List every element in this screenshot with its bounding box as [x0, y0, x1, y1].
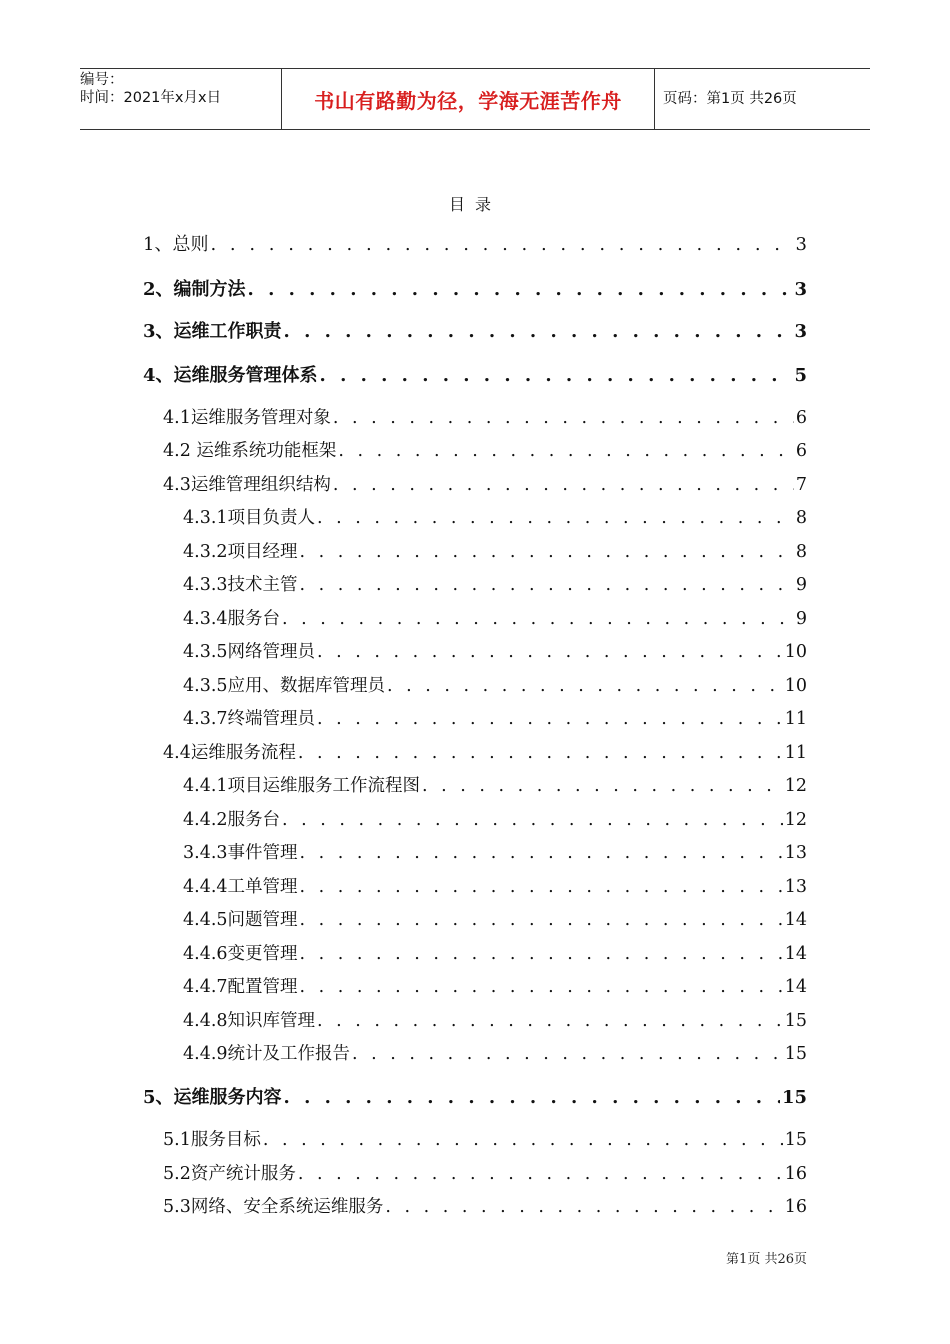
toc-entry[interactable] [143, 230, 807, 260]
toc-entry-label: 4.4.2服务台 [183, 810, 281, 830]
toc-entry[interactable] [183, 705, 807, 735]
toc-entry-page: 15 [784, 1011, 807, 1031]
document-number-label: 编号： [80, 72, 124, 88]
toc-entry-page: 6 [795, 408, 807, 428]
toc-entry[interactable] [183, 1040, 807, 1070]
toc-entry-label: 4.3.4服务台 [183, 609, 281, 629]
toc-leader-dots [422, 776, 783, 796]
toc-entry-page: 16 [784, 1197, 807, 1217]
toc-entry-page: 13 [784, 877, 807, 897]
toc-entry-label: 5、运维服务内容 [143, 1087, 282, 1108]
toc-leader-dots [300, 877, 783, 897]
header-motto: 书山有路勤为径，学海无涯苦作舟 [314, 88, 622, 113]
toc-entry[interactable] [143, 317, 807, 347]
toc-entry-page: 15 [784, 1044, 807, 1064]
toc-leader-dots [333, 408, 794, 428]
toc-entry-label: 3.4.3事件管理 [183, 843, 298, 863]
toc-leader-dots [300, 944, 783, 964]
toc-entry-label: 4.4.5问题管理 [183, 910, 298, 930]
toc-entry-label: 4.3.5网络管理员 [183, 642, 316, 662]
toc-entry-page: 15 [784, 1130, 807, 1150]
toc-entry-page: 9 [795, 609, 807, 629]
toc-entry-label: 4.3.5应用、数据库管理员 [183, 676, 386, 696]
toc-entry[interactable] [183, 839, 807, 869]
toc-entry-label: 4.3.7终端管理员 [183, 709, 316, 729]
toc-entry-page: 10 [784, 676, 807, 696]
toc-entry[interactable] [143, 275, 807, 305]
toc-entry-label: 4.3运维管理组织结构 [163, 475, 331, 495]
toc-leader-dots [300, 977, 783, 997]
toc-leader-dots [317, 1011, 783, 1031]
page-footer: 第1页 共26页 [726, 1252, 807, 1267]
toc-entry[interactable] [183, 806, 807, 836]
toc-leader-dots [284, 321, 793, 342]
toc-leader-dots [317, 508, 794, 528]
toc-entry-page: 11 [784, 743, 807, 763]
toc-entry[interactable] [183, 638, 807, 668]
toc-entry[interactable] [183, 672, 807, 702]
toc-leader-dots [298, 743, 783, 763]
toc-leader-dots [300, 542, 794, 562]
toc-entry-page: 12 [784, 776, 807, 796]
toc-entry[interactable] [183, 873, 807, 903]
toc-entry[interactable] [183, 571, 807, 601]
toc-entry-page: 7 [795, 475, 807, 495]
toc-entry[interactable] [163, 1126, 807, 1156]
toc-leader-dots [248, 279, 793, 300]
toc-entry-label: 4.4.8知识库管理 [183, 1011, 316, 1031]
toc-entry-page: 3 [795, 234, 807, 255]
toc-leader-dots [282, 810, 783, 830]
toc-entry[interactable] [183, 538, 807, 568]
toc-entry-label: 3、运维工作职责 [143, 321, 282, 342]
toc-leader-dots [284, 1087, 780, 1108]
toc-entry-label: 1、总则 [143, 234, 209, 255]
toc-entry-label: 4.2 运维系统功能框架 [163, 441, 337, 461]
toc-entry-label: 4、运维服务管理体系 [143, 365, 318, 386]
toc-entry-page: 14 [784, 910, 807, 930]
header-page-info: 页码：第1页 共26页 [663, 91, 797, 107]
toc-entry[interactable] [183, 504, 807, 534]
toc-entry-label: 5.3网络、安全系统运维服务 [163, 1197, 384, 1217]
toc-entry-page: 6 [795, 441, 807, 461]
toc-entry-page: 8 [795, 508, 807, 528]
toc-leader-dots [338, 441, 793, 461]
toc-entry[interactable] [183, 940, 807, 970]
toc-entry-page: 3 [794, 279, 807, 300]
toc-entry-label: 4.4.6变更管理 [183, 944, 298, 964]
toc-entry-label: 4.3.1项目负责人 [183, 508, 316, 528]
toc-entry-page: 13 [784, 843, 807, 863]
toc-entry-page: 8 [795, 542, 807, 562]
toc-title: 目录 [448, 195, 501, 214]
toc-entry-page: 12 [784, 810, 807, 830]
toc-leader-dots [210, 234, 793, 255]
toc-entry-page: 14 [784, 977, 807, 997]
toc-entry[interactable] [183, 973, 807, 1003]
toc-entry[interactable] [143, 1083, 807, 1113]
toc-entry-label: 4.3.3技术主管 [183, 575, 298, 595]
toc-leader-dots [317, 642, 783, 662]
toc-entry[interactable] [163, 1193, 807, 1223]
toc-leader-dots [282, 609, 794, 629]
toc-leader-dots [333, 475, 794, 495]
toc-entry-page: 11 [784, 709, 807, 729]
toc-leader-dots [263, 1130, 783, 1150]
toc-entry[interactable] [163, 471, 807, 501]
toc-entry[interactable] [183, 906, 807, 936]
toc-entry[interactable] [143, 361, 807, 391]
document-time-label: 时间：2021年x月x日 [80, 90, 222, 106]
toc-leader-dots [300, 575, 794, 595]
toc-entry-label: 4.4.9统计及工作报告 [183, 1044, 351, 1064]
toc-entry-label: 4.4运维服务流程 [163, 743, 296, 763]
toc-entry-label: 4.1运维服务管理对象 [163, 408, 331, 428]
toc-entry-label: 5.1服务目标 [163, 1130, 261, 1150]
toc-entry[interactable] [183, 772, 807, 802]
toc-entry[interactable] [163, 739, 807, 769]
toc-entry-label: 4.3.2项目经理 [183, 542, 298, 562]
toc-entry-page: 3 [794, 321, 807, 342]
toc-entry[interactable] [163, 437, 807, 467]
toc-leader-dots [385, 1197, 782, 1217]
toc-entry[interactable] [183, 605, 807, 635]
toc-entry-label: 2、编制方法 [143, 279, 246, 300]
toc-entry-label: 5.2资产统计服务 [163, 1164, 296, 1184]
toc-entry-page: 5 [794, 365, 807, 386]
toc-leader-dots [317, 709, 783, 729]
toc-entry-label: 4.4.1项目运维服务工作流程图 [183, 776, 421, 796]
toc-leader-dots [298, 1164, 783, 1184]
toc-leader-dots [352, 1044, 783, 1064]
toc-leader-dots [320, 365, 793, 386]
toc-entry[interactable] [183, 1007, 807, 1037]
toc-leader-dots [387, 676, 783, 696]
toc-entry-label: 4.4.4工单管理 [183, 877, 298, 897]
toc-entry-page: 14 [784, 944, 807, 964]
toc-leader-dots [300, 910, 783, 930]
toc-entry[interactable] [163, 1160, 807, 1190]
toc-entry-page: 15 [781, 1087, 807, 1108]
toc-leader-dots [300, 843, 783, 863]
toc-entry-page: 9 [795, 575, 807, 595]
toc-entry[interactable] [163, 404, 807, 434]
toc-entry-label: 4.4.7配置管理 [183, 977, 298, 997]
toc-entry-page: 16 [784, 1164, 807, 1184]
toc-entry-page: 10 [784, 642, 807, 662]
